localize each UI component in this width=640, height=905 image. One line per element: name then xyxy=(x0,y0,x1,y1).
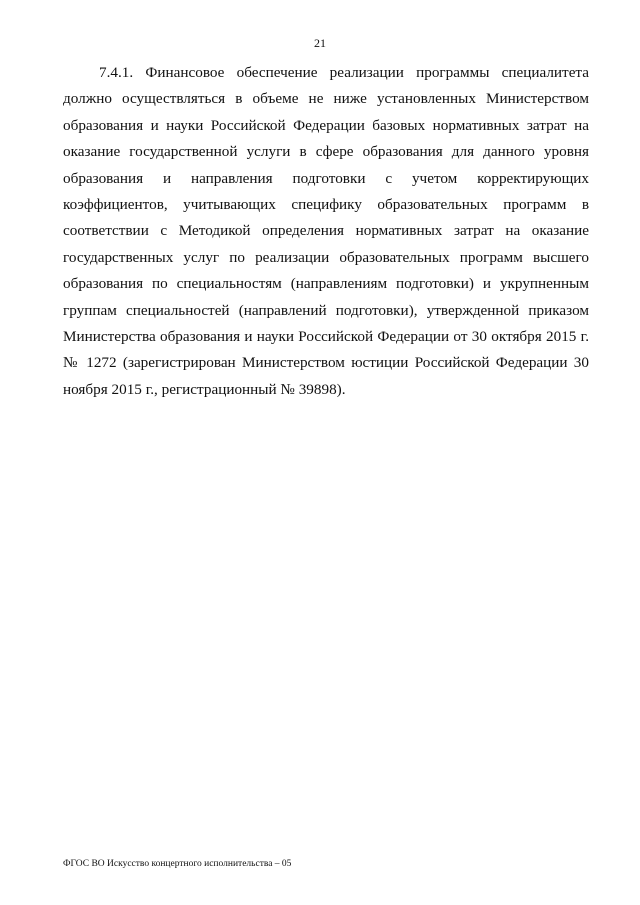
page-number: 21 xyxy=(314,36,326,50)
page-footer: ФГОС ВО Искусство концертного исполнительства – 05 xyxy=(63,859,292,869)
paragraph-7-4-1: 7.4.1. Финансовое обеспечение реализации программы специалитета должно осуществляться в объеме не ниже установленных Министерством образования и науки Российской Федерации базовых нормативных затрат на оказание государственной услуги в сфере образования для данного уровня образования и направления подготовки с учетом корректирующих коэффициентов, учитывающих специфику образовательных программ в соответствии с Методикой определения нормативных затрат на оказание государственных услуг по реализации образовательных программ высшего образования по специальностям (направлениям подготовки) и укрупненным группам специальностей (направлений подготовки), утвержденной приказом Министерства образования и науки Российской Федерации от 30 октября 2015 г. № 1272 (зарегистрирован Министерством юстиции Российской Федерации 30 ноября 2015 г., регистрационный № 39898). xyxy=(63,64,589,398)
